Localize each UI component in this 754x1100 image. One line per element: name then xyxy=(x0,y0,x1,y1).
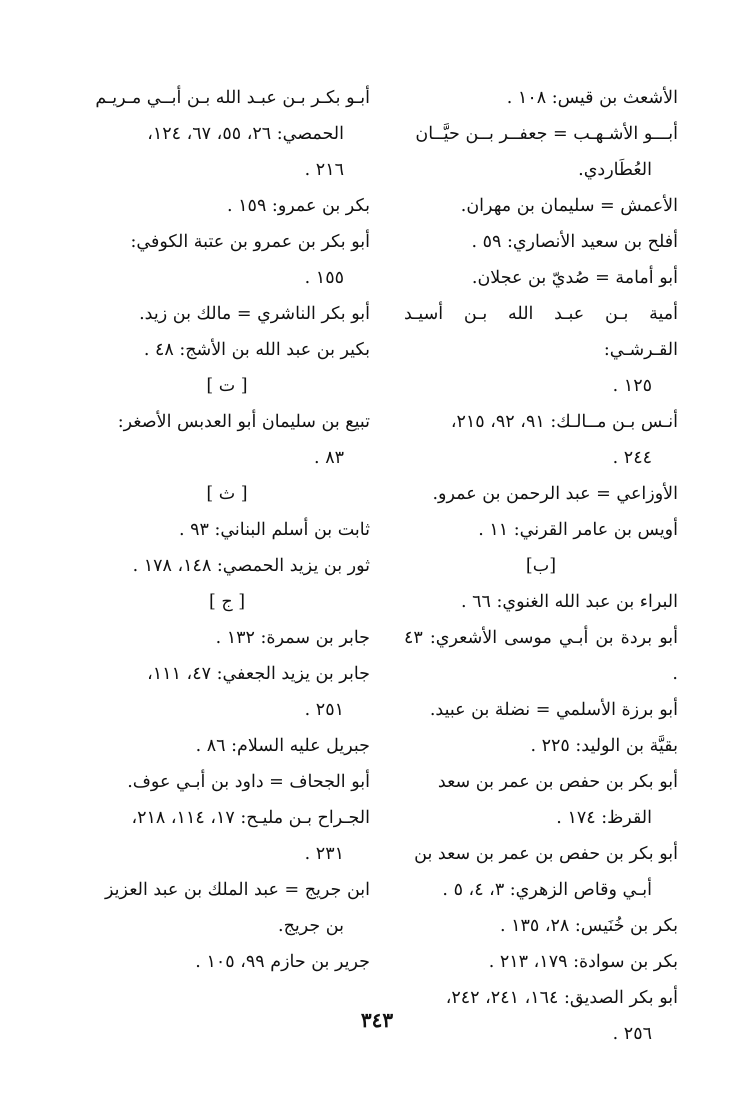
entry-line: ثابت بن أسلم البناني: ٩٣ . xyxy=(178,520,370,540)
entry-line: أويس بن عامر القرني: ١١ . xyxy=(478,520,678,540)
entry-continuation: ٢٥٦ . xyxy=(612,1024,652,1044)
entry-line: البراء بن عبد الله الغنوي: ٦٦ . xyxy=(460,592,678,612)
index-entry xyxy=(404,80,678,116)
entry-line: ثور بن يزيد الحمصي: ١٤٨، ١٧٨ . xyxy=(132,556,370,576)
entry-continuation: ٢٣١ . xyxy=(304,844,344,864)
entry-line: بكر بن خُنَيس: ٢٨، ١٣٥ . xyxy=(499,916,678,936)
entry-line: أبـو بكـر بـن عبـد الله بـن أبــي مـريـم xyxy=(95,88,370,108)
index-entry xyxy=(84,944,370,980)
index-entry xyxy=(404,908,678,944)
index-column-left xyxy=(84,80,370,980)
index-entry xyxy=(84,296,370,332)
index-entry xyxy=(404,116,678,188)
index-entry xyxy=(404,260,678,296)
index-entry xyxy=(84,80,370,188)
index-column-right xyxy=(404,80,678,1052)
index-entry xyxy=(84,656,370,728)
index-entry xyxy=(84,728,370,764)
index-entry xyxy=(84,512,370,548)
index-entry xyxy=(404,188,678,224)
index-entry xyxy=(404,692,678,728)
entry-continuation: ٨٣ . xyxy=(314,448,344,468)
entry-line: ابن جريج = عبد الملك بن عبد العزيز xyxy=(105,880,370,900)
entry-continuation: ١٢٥ . xyxy=(612,376,652,396)
entry-line: الأعمش = سليمان بن مهران. xyxy=(460,196,678,216)
entry-continuation: القرظ: ١٧٤ . xyxy=(556,808,652,828)
index-entry xyxy=(84,188,370,224)
entry-continuation: ١٥٥ . xyxy=(304,268,344,288)
index-entry xyxy=(404,728,678,764)
entry-line: أبو بكر بن حفص بن عمر بن سعد xyxy=(437,772,678,792)
index-entry xyxy=(84,548,370,584)
page-number: ٣٤٣ xyxy=(360,1008,394,1032)
index-entry xyxy=(84,872,370,944)
index-entry xyxy=(404,476,678,512)
entry-line: الأوزاعي = عبد الرحمن بن عمرو. xyxy=(432,484,678,504)
entry-continuation: بن جريج. xyxy=(278,916,344,936)
entry-continuation: العُطَاردي. xyxy=(578,160,652,180)
index-entry xyxy=(84,332,370,368)
entry-line: أبـــو الأشـهـب = جعفــر بــن حيَّــان xyxy=(415,124,678,144)
section-header: [ ت ] xyxy=(206,376,248,396)
entry-line: أفلح بن سعيد الأنصاري: ٥٩ . xyxy=(471,232,678,252)
index-entry xyxy=(404,584,678,620)
section-header: [ ث ] xyxy=(206,484,248,504)
index-entry xyxy=(404,224,678,260)
entry-line: بكر بن عمرو: ١٥٩ . xyxy=(227,196,370,216)
entry-continuation: ٢٥١ . xyxy=(304,700,344,720)
entry-continuation: أبـي وقاص الزهري: ٣، ٤، ٥ . xyxy=(442,880,652,900)
entry-line: أبو بكر الصديق: ١٦٤، ٢٤١، ٢٤٢، xyxy=(445,988,678,1008)
entry-line: بكير بن عبد الله بن الأشج: ٤٨ . xyxy=(143,340,370,360)
entry-line: جرير بن حازم ٩٩، ١٠٥ . xyxy=(195,952,370,972)
entry-continuation: الحمصي: ٢٦، ٥٥، ٦٧، ١٢٤، xyxy=(147,124,344,144)
entry-line: أمية بـن عبـد الله بـن أسيـد القـرشـي: xyxy=(404,304,678,360)
index-entry xyxy=(404,836,678,908)
entry-line: أبو برزة الأسلمي = نضلة بن عبيد. xyxy=(429,700,678,720)
entry-line: أبو بردة بن أبـي موسى الأشعري: ٤٣ . xyxy=(404,628,678,684)
entry-line: أبو بكر بن حفص بن عمر بن سعد بن xyxy=(414,844,678,864)
index-entry xyxy=(84,404,370,476)
entry-line: بقيَّة بن الوليد: ٢٢٥ . xyxy=(530,736,678,756)
section-header: [ ج ] xyxy=(208,592,246,612)
entry-line: جابر بن يزيد الجعفي: ٤٧، ١١١، xyxy=(147,664,370,684)
index-entry xyxy=(404,404,678,476)
index-entry xyxy=(404,296,678,404)
index-entry xyxy=(404,944,678,980)
entry-line: أبو أمامة = صُديّ بن عجلان. xyxy=(471,268,678,288)
entry-continuation: ٢٤٤ . xyxy=(612,448,652,468)
index-entry xyxy=(84,620,370,656)
entry-line: أبو الجحاف = داود بن أبـي عوف. xyxy=(127,772,370,792)
entry-line: تبيع بن سليمان أبو العدبس الأصغر: xyxy=(117,412,370,432)
index-entry xyxy=(404,764,678,836)
entry-continuation: ٢١٦ . xyxy=(304,160,344,180)
index-entry xyxy=(404,620,678,692)
section-header: [ب] xyxy=(525,556,557,576)
entry-line: جبريل عليه السلام: ٨٦ . xyxy=(195,736,370,756)
entry-line: أبو بكر الناشري = مالك بن زيد. xyxy=(139,304,370,324)
index-entry xyxy=(404,512,678,548)
index-entry xyxy=(84,800,370,872)
entry-line: جابر بن سمرة: ١٣٢ . xyxy=(215,628,370,648)
entry-line: أبو بكر بن عمرو بن عتبة الكوفي: xyxy=(130,232,370,252)
index-entry xyxy=(84,224,370,296)
entry-line: الأشعث بن قيس: ١٠٨ . xyxy=(506,88,678,108)
entry-line: الجـراح بـن مليـح: ١٧، ١١٤، ٢١٨، xyxy=(131,808,370,828)
entry-line: أنـس بـن مــالـك: ٩١، ٩٢، ٢١٥، xyxy=(450,412,678,432)
index-entry xyxy=(84,764,370,800)
entry-line: بكر بن سوادة: ١٧٩، ٢١٣ . xyxy=(488,952,678,972)
